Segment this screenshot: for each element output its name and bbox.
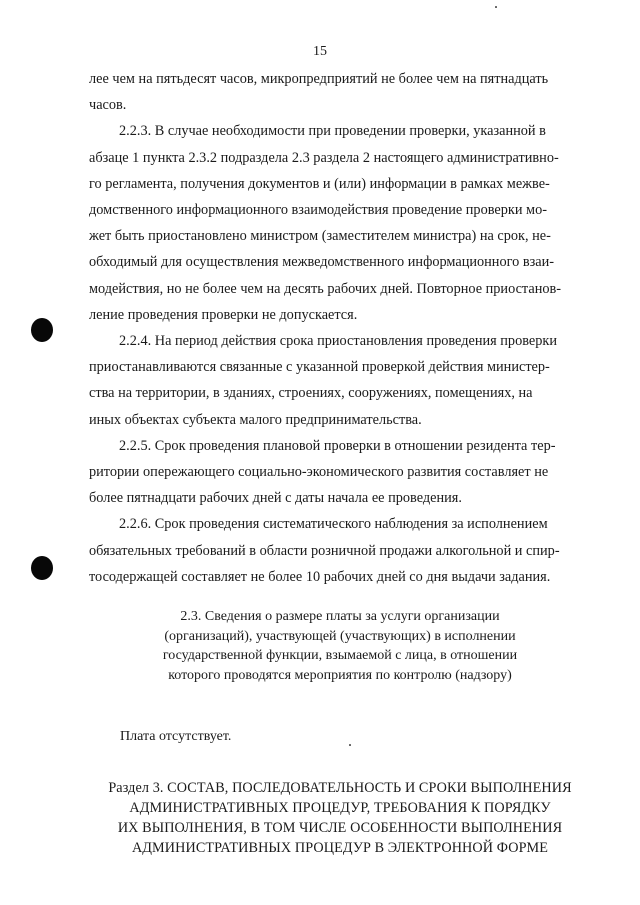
subsection-title	[100, 607, 580, 685]
section-heading-line: ИХ ВЫПОЛНЕНИЯ, В ТОМ ЧИСЛЕ ОСОБЕННОСТИ ВЫПОЛНЕНИЯ	[117, 820, 563, 836]
text-line: 2.2.3. В случае необходимости при проведении проверки, указанной в	[119, 123, 546, 140]
text-line: жет быть приостановлено министром (заместителем министра) на срок, не-	[89, 228, 551, 245]
text-line: 2.2.5. Срок проведения плановой проверки в отношении резидента тер-	[119, 437, 556, 454]
text-line: ритории опережающего социально-экономического развития составляет не	[89, 464, 549, 481]
fee-statement: Плата отсутствует.	[120, 729, 232, 744]
text-line: обязательных требований в области розничной продажи алкогольной и спир-	[89, 542, 560, 559]
section-heading-line: АДМИНИСТРАТИВНЫХ ПРОЦЕДУР, ТРЕБОВАНИЯ К ПОРЯДКУ	[129, 800, 551, 816]
text-line: лее чем на пятьдесят часов, микропредприятий не более чем на пятнадцать	[89, 71, 549, 87]
page-number: 15	[313, 44, 327, 59]
text-line: обходимый для осуществления межведомственного информационного взаи-	[89, 254, 554, 271]
subsection-title-line: 2.3. Сведения о размере платы за услуги организации	[180, 609, 500, 624]
section-heading-line: АДМИНИСТРАТИВНЫХ ПРОЦЕДУР В ЭЛЕКТРОННОЙ ФОРМЕ	[131, 840, 549, 856]
subsection-title-line: государственной функции, взымаемой с лица, в отношении	[162, 648, 518, 663]
text-line: приостанавливаются связанные с указанной проверкой действия министер-	[89, 359, 550, 376]
paragraph-2-2-3	[89, 118, 588, 328]
paragraph-2-2-6	[89, 511, 588, 590]
text-line: тосодержащей составляет не более 10 рабочих дней со дня выдачи задания.	[89, 568, 551, 585]
text-line: 2.2.6. Срок проведения систематического наблюдения за исполнением	[119, 516, 548, 533]
body-text	[89, 66, 588, 590]
subsection-title-line: которого проводятся мероприятия по контролю (надзору)	[168, 667, 512, 683]
text-line: 2.2.4. На период действия срока приостановления проведения проверки	[119, 333, 557, 350]
text-line: более пятнадцати рабочих дней с даты начала ее проведения.	[89, 490, 462, 507]
section-heading-line: Раздел 3. СОСТАВ, ПОСЛЕДОВАТЕЛЬНОСТЬ И СРОКИ ВЫПОЛНЕНИЯ	[108, 780, 572, 796]
scan-speck	[349, 744, 351, 746]
subsection-title-line: (организаций), участвующей (участвующих) в исполнении	[164, 628, 516, 644]
text-line: го регламента, получения документов и (или) информации в рамках межве-	[89, 175, 550, 192]
text-line: модействия, но не более чем на десять рабочих дней. Повторное приостанов-	[89, 280, 561, 297]
scan-speck	[495, 6, 497, 8]
paragraph-2-2-5	[89, 433, 588, 512]
punch-hole-lower	[31, 556, 53, 580]
punch-hole-upper	[31, 318, 53, 342]
text-line: ление проведения проверки не допускается.	[89, 306, 358, 323]
section-heading	[60, 778, 620, 858]
text-line: ства на территории, в зданиях, строениях, сооружениях, помещениях, на	[89, 385, 533, 402]
text-line: иных объектах субъекта малого предпринимательства.	[89, 411, 422, 428]
paragraph-2-2-4	[89, 328, 588, 433]
text-line: домственного информационного взаимодействия проведение проверки мо-	[89, 202, 548, 219]
paragraph	[89, 66, 588, 118]
text-line: абзаце 1 пункта 2.3.2 подраздела 2.3 раздела 2 настоящего административно-	[89, 149, 559, 166]
text-line: часов.	[89, 97, 127, 114]
